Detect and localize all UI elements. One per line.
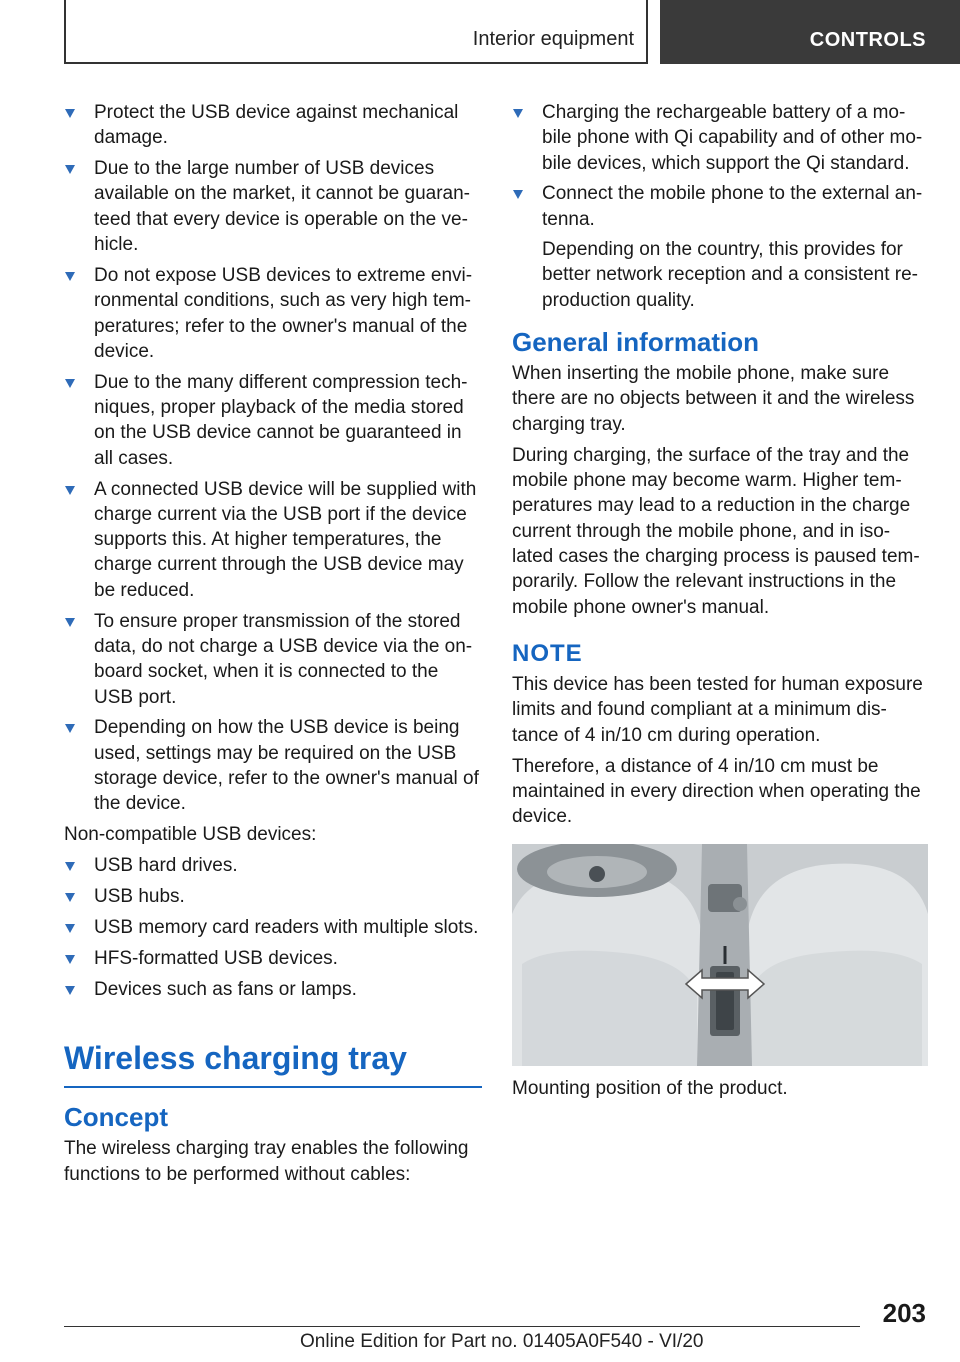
footer-divider bbox=[64, 1326, 860, 1327]
footer-edition: Online Edition for Part no. 01405A0F540 - VI/20 bbox=[300, 1331, 704, 1352]
list-item: To ensure proper transmission of the stored data, do not charge a USB device via the on-board socket, when it is connected to the USB port. bbox=[64, 609, 482, 710]
triangle-bullet-icon bbox=[65, 379, 75, 388]
general-info-heading: General information bbox=[512, 326, 760, 357]
list-item: Devices such as fans or lamps. bbox=[64, 977, 482, 1002]
triangle-bullet-icon bbox=[65, 618, 75, 627]
list-item: Charging the rechargeable battery of a mo-bile phone with Qi capability and of other mo-bile devices, which support the Qi standard. bbox=[512, 100, 930, 176]
list-item: Connect the mobile phone to the external an-tenna. Depending on the country, this provides for better network reception and a consistent re-production quality. bbox=[512, 181, 930, 312]
header-chapter-tab bbox=[660, 0, 960, 64]
list-item: Protect the USB device against mechanical damage. bbox=[64, 100, 482, 151]
list-item: Depending on how the USB device is being used, settings may be required on the USB storage device, refer to the owner's manual of the device. bbox=[64, 715, 482, 816]
page-number: 203 bbox=[882, 1298, 926, 1328]
header-section-title: Interior equipment bbox=[472, 28, 634, 50]
note-heading: NOTE bbox=[512, 639, 583, 667]
concept-text: The wireless charging tray enables the following functions to be performed without cables: bbox=[64, 1138, 469, 1185]
list-item: A connected USB device will be supplied with charge current via the USB port if the device supports this. At higher temperatures, the charge current through the USB device may be reduced. bbox=[64, 477, 482, 603]
section-title: Wireless charging tray bbox=[64, 1038, 482, 1088]
triangle-bullet-icon bbox=[65, 109, 75, 118]
triangle-bullet-icon bbox=[513, 190, 523, 199]
triangle-bullet-icon bbox=[65, 862, 75, 871]
list-item: USB memory card readers with multiple slots. bbox=[64, 915, 482, 940]
list-item: Due to the large number of USB devices available on the market, it cannot be guaran-teed that every device is operable on the ve-hicle. bbox=[64, 156, 482, 257]
right-column bbox=[512, 100, 930, 1101]
note-paragraph-1: This device has been tested for human exposure limits and found compliant at a minimum dis-tance of 4 in/10 cm during operation. bbox=[512, 673, 923, 746]
image-caption: Mounting position of the product. bbox=[512, 1077, 788, 1099]
triangle-bullet-icon bbox=[65, 486, 75, 495]
noncompatible-list bbox=[64, 853, 482, 1002]
triangle-bullet-icon bbox=[65, 272, 75, 281]
usb-notes-list bbox=[64, 100, 482, 817]
triangle-bullet-icon bbox=[65, 724, 75, 733]
list-item: USB hard drives. bbox=[64, 853, 482, 878]
noncompatible-label: Non-compatible USB devices: bbox=[64, 824, 317, 846]
list-item: HFS-formatted USB devices. bbox=[64, 946, 482, 971]
car-interior-illustration bbox=[512, 844, 928, 1066]
list-item: Due to the many different compression tech-niques, proper playback of the media stored on the USB device cannot be guaranteed in all cases. bbox=[64, 370, 482, 471]
triangle-bullet-icon bbox=[65, 893, 75, 902]
list-item: Do not expose USB devices to extreme envi-ronmental conditions, such as very high tem-peratures; refer to the owner's manual of the device. bbox=[64, 263, 482, 364]
triangle-bullet-icon bbox=[65, 955, 75, 964]
note-paragraph-2: Therefore, a distance of 4 in/10 cm must be maintained in every direction when operating the device. bbox=[512, 755, 921, 828]
list-item: USB hubs. bbox=[64, 884, 482, 909]
triangle-bullet-icon bbox=[65, 165, 75, 174]
general-info-paragraph-1: When inserting the mobile phone, make sure there are no objects between it and the wireless charging tray. bbox=[512, 362, 915, 435]
tray-functions-list bbox=[512, 100, 930, 313]
left-column bbox=[64, 100, 482, 1193]
antenna-subparagraph: Depending on the country, this provides for better network reception and a consistent re-production quality. bbox=[542, 239, 918, 311]
concept-heading: Concept bbox=[64, 1102, 168, 1133]
header-chapter-label: CONTROLS bbox=[809, 29, 926, 51]
car-interior-image bbox=[512, 844, 928, 1066]
triangle-bullet-icon bbox=[65, 986, 75, 995]
triangle-bullet-icon bbox=[513, 109, 523, 118]
general-info-paragraph-2: During charging, the surface of the tray and the mobile phone may become warm. Higher tem-peratures may lead to a reduction in the charge current through the mobile phone, and in iso-lated cases the charging process is paused tem-porarily. Follow the relevant instructions in the mobile phone owner's manual. bbox=[512, 444, 920, 618]
triangle-bullet-icon bbox=[65, 924, 75, 933]
